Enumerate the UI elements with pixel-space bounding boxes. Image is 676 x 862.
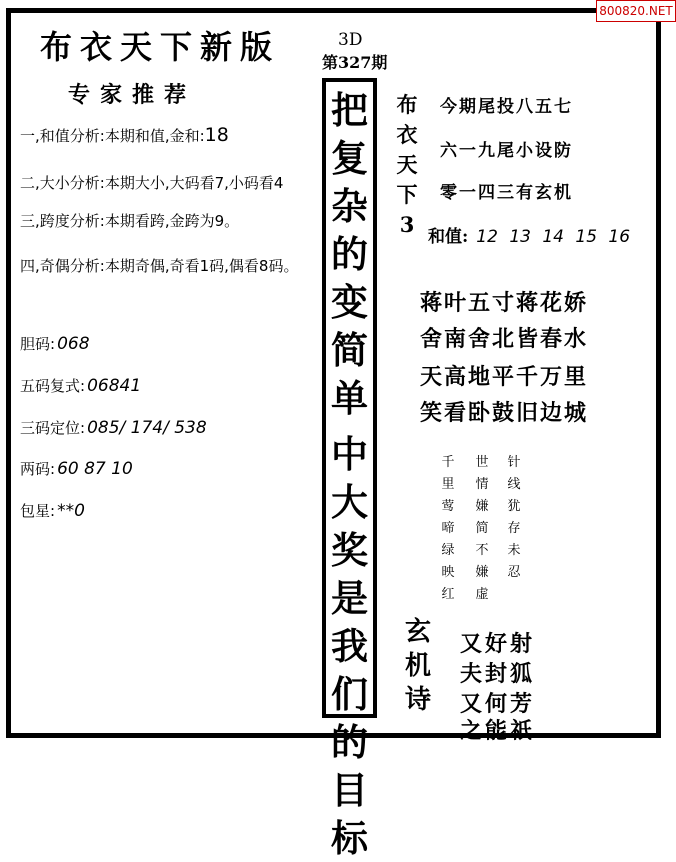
xuanji-poem-line: 夫封狐 (460, 661, 536, 687)
banner-char: 是 (331, 576, 368, 620)
banner-char: 的 (331, 720, 368, 764)
banner-char: 杂 (331, 184, 368, 228)
vertical-verse: 针 线 犹 存 未 忍 (507, 455, 521, 580)
riddle-line: 笑看卧鼓旧边城 (420, 400, 589, 426)
banner-char: 变 (331, 280, 368, 324)
page-subtitle: 专家推荐 (68, 82, 197, 108)
vertical-verse: 千 里 莺 啼 绿 映 红 (441, 455, 455, 602)
riddle-line: 舍南舍北皆春水 (420, 326, 589, 352)
banner-char: 们 (331, 672, 368, 716)
banner-char: 简 (331, 328, 368, 372)
number-row-baoxing: 包星: **0 (20, 501, 85, 521)
banner-char: 我 (331, 624, 368, 668)
number-row-dingwei: 三码定位: 085/ 174/ 538 (20, 418, 207, 438)
banner-char: 把 (331, 88, 368, 132)
banner-char: 的 (331, 232, 368, 276)
poem-line: 零一四三有玄机 (440, 183, 573, 203)
poem-line: 六一九尾小设防 (440, 141, 573, 161)
banner-char: 大 (331, 480, 368, 524)
slogan-banner (322, 78, 377, 860)
number-row-liangma: 两码: 60 87 10 (20, 459, 133, 479)
analysis-line: 四,奇偶分析:本期奇偶,奇看1码,偶看8码。 (20, 257, 299, 275)
banner-char: 中 (331, 432, 368, 476)
riddle-line: 蒋叶五寸蒋花娇 (420, 290, 589, 316)
vertical-verse: 世 情 嫌 简 不 嫌 虚 (475, 455, 489, 602)
number-row-wuma: 五码复式: 06841 (20, 376, 142, 396)
banner-char: 目 (331, 768, 368, 812)
banner-char: 复 (331, 136, 368, 180)
sum-values: 和值: 12 13 14 15 16 (428, 227, 631, 247)
site-watermark: 800820.NET (596, 0, 676, 22)
xuanji-title: 玄 机 诗 (404, 617, 431, 715)
analysis-line: 三,跨度分析:本期看跨,金跨为9。 (20, 212, 240, 230)
page-title: 布衣天下新版 (40, 28, 281, 66)
issue-label: 3D (338, 30, 363, 50)
banner-char: 奖 (331, 528, 368, 572)
analysis-line: 一,和值分析:本期和值,金和:18 (20, 124, 229, 146)
analysis-line: 二,大小分析:本期大小,大码看7,小码看4 (20, 174, 284, 192)
issue-number: 第327期 (322, 53, 388, 72)
poem-line: 今期尾投八五七 (440, 97, 573, 117)
banner-char: 标 (331, 816, 368, 860)
number-row-dan: 胆码: 068 (20, 334, 90, 354)
banner-char: 单 (331, 376, 368, 420)
vertical-title: 布 衣 天 下 3 (396, 92, 418, 237)
xuanji-poem-line: 之能祇 (460, 718, 536, 744)
xuanji-poem-line: 又好射 (460, 631, 536, 657)
riddle-line: 天高地平千万里 (420, 364, 589, 390)
xuanji-poem-line: 又何芳 (460, 691, 536, 717)
